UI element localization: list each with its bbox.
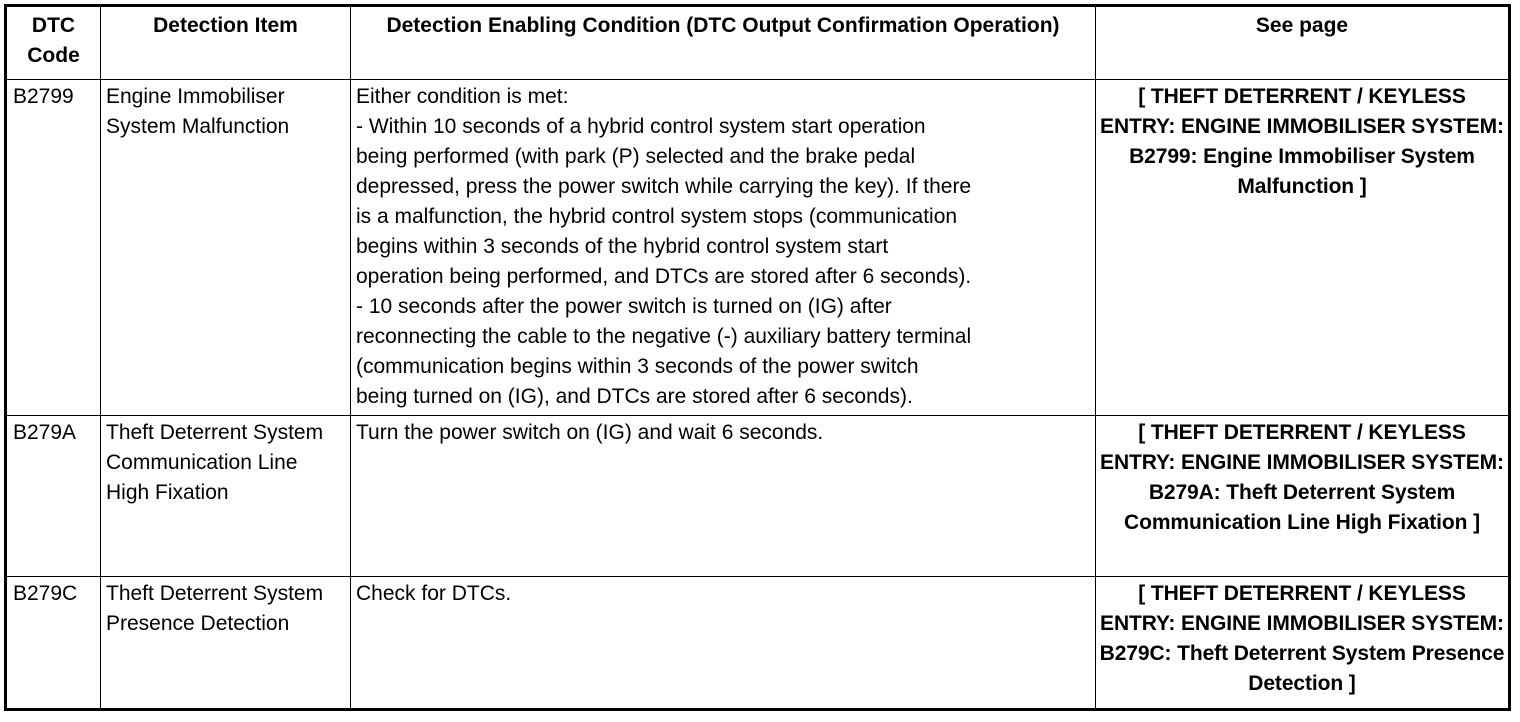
condition-cell <box>351 416 1096 577</box>
table-row <box>6 80 1510 416</box>
see-page-link[interactable]: [ THEFT DETERRENT / KEYLESS ENTRY: ENGINE IMMOBILISER SYSTEM: B2799: Engine Immobiliser System Malfunction ] <box>1096 80 1510 416</box>
dtc-code-cell: B279C <box>6 577 101 710</box>
condition-line: being turned on (IG), and DTCs are stored after 6 seconds). <box>356 385 913 408</box>
header-row <box>6 6 1510 80</box>
condition-line: depressed, press the power switch while carrying the key). If there <box>356 175 972 198</box>
table-row <box>6 577 1510 710</box>
condition-line: Either condition is met: <box>356 85 569 108</box>
dtc-table <box>4 4 1511 711</box>
see-page-link[interactable]: [ THEFT DETERRENT / KEYLESS ENTRY: ENGINE IMMOBILISER SYSTEM: B279C: Theft Deterrent System Presence Detection ] <box>1096 577 1510 710</box>
detection-item-cell: Theft Deterrent System Presence Detection <box>101 577 351 710</box>
dtc-code-cell: B279A <box>6 416 101 577</box>
detection-item-cell: Theft Deterrent System Communication Line High Fixation <box>101 416 351 577</box>
header-detection-item: Detection Item <box>101 6 351 80</box>
condition-line: operation being performed, and DTCs are stored after 6 seconds). <box>356 265 972 288</box>
condition-line: - Within 10 seconds of a hybrid control system start operation <box>356 115 926 138</box>
see-page-link[interactable]: [ THEFT DETERRENT / KEYLESS ENTRY: ENGINE IMMOBILISER SYSTEM: B279A: Theft Deterrent System Communication Line High Fixation ] <box>1096 416 1510 577</box>
header-enabling-condition: Detection Enabling Condition (DTC Output Confirmation Operation) <box>351 6 1096 80</box>
table-row <box>6 416 1510 577</box>
condition-line: is a malfunction, the hybrid control system stops (communication <box>356 205 958 228</box>
condition-line: Check for DTCs. <box>356 582 512 605</box>
condition-line: Turn the power switch on (IG) and wait 6 seconds. <box>356 421 824 444</box>
header-see-page: See page <box>1096 6 1510 80</box>
condition-cell <box>351 577 1096 710</box>
condition-line: being performed (with park (P) selected and the brake pedal <box>356 145 916 168</box>
condition-line: (communication begins within 3 seconds of the power switch <box>356 355 919 378</box>
dtc-code-cell: B2799 <box>6 80 101 416</box>
condition-cell <box>351 80 1096 416</box>
condition-line: reconnecting the cable to the negative (-) auxiliary battery terminal <box>356 325 972 348</box>
detection-item-cell: Engine Immobiliser System Malfunction <box>101 80 351 416</box>
condition-line: begins within 3 seconds of the hybrid control system start <box>356 235 889 258</box>
condition-line: - 10 seconds after the power switch is turned on (IG) after <box>356 295 892 318</box>
header-dtc-code: DTC Code <box>6 6 101 80</box>
